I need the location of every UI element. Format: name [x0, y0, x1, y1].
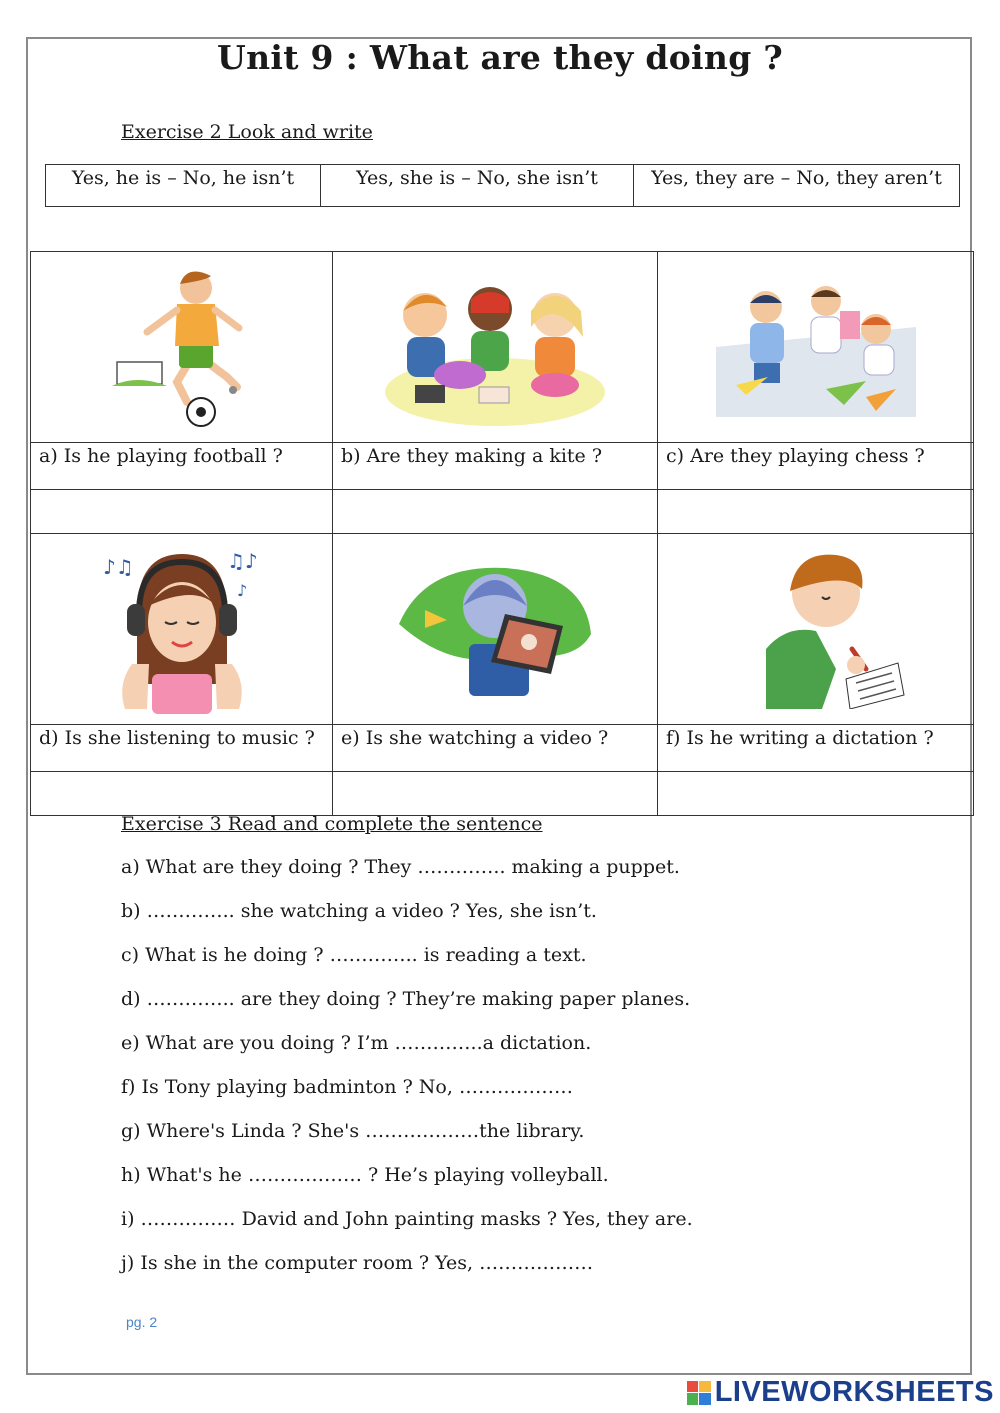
- sentence-f[interactable]: f) Is Tony playing badminton ? No, ………………: [121, 1076, 573, 1098]
- answer-box-a[interactable]: [31, 490, 333, 534]
- answer-box-c[interactable]: [658, 490, 974, 534]
- picture-girl-tablet: [333, 534, 658, 725]
- sentence-d[interactable]: d) ………….. are they doing ? They’re making paper planes.: [121, 988, 691, 1010]
- svg-text:♫♪: ♫♪: [226, 549, 258, 573]
- exercise-2-heading: Exercise 2 Look and write: [121, 121, 373, 143]
- exercise-3-sentences: [121, 856, 693, 1296]
- answer-box-d[interactable]: [31, 772, 333, 816]
- brand-name: LIVEWORKSHEETS: [714, 1376, 994, 1408]
- sentence-i[interactable]: i) …………… David and John painting masks ? Yes, they are.: [121, 1208, 693, 1230]
- answer-key-they: Yes, they are – No, they aren’t: [634, 165, 960, 207]
- question-d: d) Is she listening to music ?: [31, 725, 333, 772]
- sentence-h[interactable]: h) What's he ……………… ? He’s playing volleyball.: [121, 1164, 609, 1186]
- answer-key-table: [45, 164, 960, 207]
- picture-girl-headphones: [31, 534, 333, 725]
- question-e: e) Is she watching a video ?: [333, 725, 658, 772]
- sentence-b[interactable]: b) ………….. she watching a video ? Yes, she isn’t.: [121, 900, 597, 922]
- picture-kids-crafting: [333, 252, 658, 443]
- sentence-j[interactable]: j) Is she in the computer room ? Yes, ………………: [121, 1252, 594, 1274]
- answer-box-e[interactable]: [333, 772, 658, 816]
- question-b: b) Are they making a kite ?: [333, 443, 658, 490]
- sentence-a[interactable]: a) What are they doing ? They ………….. making a puppet.: [121, 856, 680, 878]
- picture-kids-paper-planes: [658, 252, 974, 443]
- liveworksheets-logo-icon: [687, 1381, 711, 1405]
- question-c: c) Are they playing chess ?: [658, 443, 974, 490]
- liveworksheets-logo: [687, 1376, 994, 1409]
- worksheet-title: Unit 9 : What are they doing ?: [217, 38, 783, 77]
- answer-box-b[interactable]: [333, 490, 658, 534]
- sentence-e[interactable]: e) What are you doing ? I’m …………..a dictation.: [121, 1032, 592, 1054]
- svg-text:♪♫: ♪♫: [102, 555, 134, 579]
- exercise-3-heading: Exercise 3 Read and complete the sentence: [121, 813, 543, 835]
- question-a: a) Is he playing football ?: [31, 443, 333, 490]
- sentence-c[interactable]: c) What is he doing ? ………….. is reading a text.: [121, 944, 587, 966]
- picture-boy-writing: [658, 534, 974, 725]
- picture-boy-football: [31, 252, 333, 443]
- svg-text:♪: ♪: [236, 581, 247, 600]
- answer-key-he: Yes, he is – No, he isn’t: [46, 165, 321, 207]
- exercise-2-grid: [30, 251, 974, 816]
- question-f: f) Is he writing a dictation ?: [658, 725, 974, 772]
- page-number: pg. 2: [126, 1314, 158, 1330]
- sentence-g[interactable]: g) Where's Linda ? She's ………………the library.: [121, 1120, 585, 1142]
- answer-box-f[interactable]: [658, 772, 974, 816]
- answer-key-she: Yes, she is – No, she isn’t: [321, 165, 634, 207]
